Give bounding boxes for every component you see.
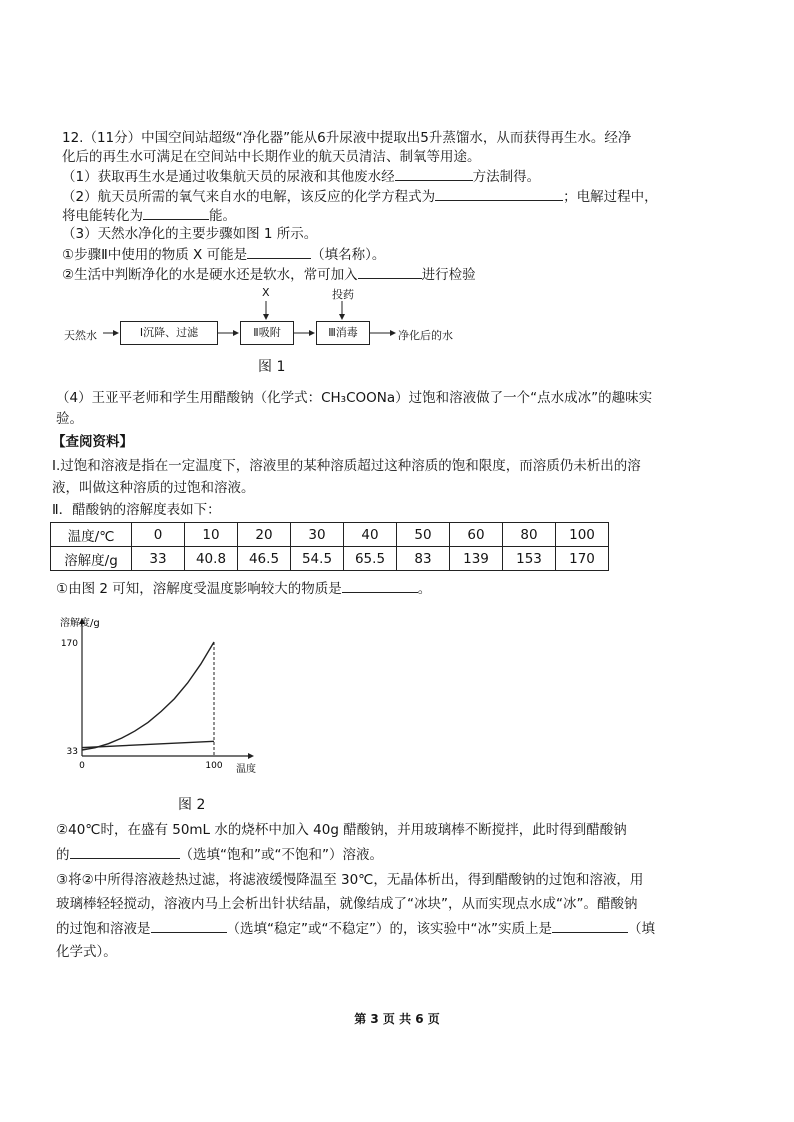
- q4-3-tail: （填: [627, 921, 655, 937]
- q12-part3-1-tail: （填名称）。: [311, 247, 386, 263]
- table-row-solubility: [51, 547, 609, 571]
- table-cell: 33: [132, 547, 185, 571]
- answer-blank-saturated[interactable]: [70, 844, 180, 859]
- table-header-temperature: 温度/℃: [51, 523, 132, 547]
- table-cell: 139: [450, 547, 503, 571]
- x-axis-arrow: [248, 753, 254, 759]
- reference-title: 【查阅资料】: [52, 434, 133, 450]
- table-cell: 0: [132, 523, 185, 547]
- reference-1b: 液，叫做这种溶质的过饱和溶液。: [52, 480, 255, 496]
- q12-part3-2-tail: 进行检验: [421, 267, 476, 283]
- q12-part2-tail: ；电解过程中，: [563, 189, 658, 205]
- p4-line1: （4）王亚平老师和学生用醋酸钠（化学式：CH₃COONa）过饱和溶液做了一个“点水成冰”的趣味实: [56, 390, 653, 406]
- q12-part3-2-text: ②生活中判断净化的水是硬水还是软水，常可加入: [62, 267, 358, 283]
- table-cell: 80: [503, 523, 556, 547]
- q12-part2-text: （2）航天员所需的氧气来自水的电解，该反应的化学方程式为: [62, 189, 436, 205]
- table-cell: 20: [238, 523, 291, 547]
- table-row-temperature: [51, 523, 609, 547]
- series-line-1: [82, 741, 214, 747]
- table-cell: 65.5: [344, 547, 397, 571]
- x-tick-label: 100: [205, 761, 223, 771]
- table-cell: 40: [344, 523, 397, 547]
- reference-2: Ⅱ．醋酸钠的溶解度表如下：: [52, 502, 221, 518]
- q4-2-line2: [56, 844, 383, 865]
- flow-step-3: Ⅲ消毒: [316, 321, 370, 345]
- y-tick-label: 33: [66, 747, 78, 757]
- table-cell: 60: [450, 523, 503, 547]
- flow-end-label: 净化后的水: [398, 329, 453, 342]
- table-cell: 170: [556, 547, 609, 571]
- table-cell: 100: [556, 523, 609, 547]
- q4-1: [56, 578, 431, 599]
- q4-2-line1: ②40℃时，在盛有 50mL 水的烧杯中加入 40g 醋酸钠，并用玻璃棒不断搅拌，此时得到醋酸钠: [56, 822, 627, 838]
- q4-3-mid: （选填“稳定”或“不稳定”）的，该实验中“冰”实质上是: [226, 921, 552, 937]
- table-cell: 40.8: [185, 547, 238, 571]
- x-tick-label: 0: [79, 761, 85, 771]
- flow-arrows: [0, 0, 794, 400]
- q12-part1-text: （1）获取再生水是通过收集航天员的尿液和其他废水经: [62, 169, 395, 185]
- solubility-table: [50, 522, 609, 571]
- q12-part3: （3）天然水净化的主要步骤如图 1 所示。: [62, 226, 318, 242]
- reference-1a: Ⅰ.过饱和溶液是指在一定温度下，溶液里的某种溶质超过这种溶质的饱和限度，而溶质仍未析出的溶: [52, 458, 641, 474]
- figure-1-caption: 图 1: [258, 359, 286, 375]
- y-axis-label: 溶解度/g: [60, 618, 100, 629]
- flow-start-label: 天然水: [64, 329, 97, 342]
- q4-3-line3: [56, 918, 655, 939]
- table-header-solubility: 溶解度/g: [51, 547, 132, 571]
- q4-1-tail: 。: [417, 581, 432, 597]
- table-cell: 10: [185, 523, 238, 547]
- q4-3-line2: 玻璃棒轻轻搅动，溶液内马上会析出针状结晶，就像结成了“冰块”，从而实现点水成“冰”。醋酸钠: [56, 896, 638, 912]
- figure-2-caption: 图 2: [178, 797, 206, 813]
- table-cell: 50: [397, 523, 450, 547]
- q4-3-line1: ③将②中所得溶液趁热过滤，将滤液缓慢降温至 30℃，无晶体析出，得到醋酸钠的过饱和溶液，用: [56, 872, 644, 888]
- y-tick-label: 170: [60, 639, 78, 649]
- answer-blank-stability[interactable]: [151, 918, 227, 933]
- q12-part2-text2: 将电能转化为: [62, 208, 143, 224]
- q4-2-tail: （选填“饱和”或“不饱和”）溶液。: [179, 847, 383, 863]
- flow-step-1: Ⅰ沉降、过滤: [120, 321, 218, 345]
- x-axis-label: 温度: [236, 764, 256, 775]
- page-footer: 第 3 页 共 6 页: [354, 1012, 440, 1026]
- table-cell: 46.5: [238, 547, 291, 571]
- q12-intro-line1: 12.（11分）中国空间站超级“净化器”能从6升尿液中提取出5升蒸馏水，从而获得再生水。经净: [62, 130, 632, 146]
- q4-2-text: 的: [56, 847, 70, 863]
- answer-blank-substance[interactable]: [342, 578, 418, 593]
- q4-3-line4: 化学式）。: [56, 944, 117, 960]
- series-line-0: [82, 642, 214, 750]
- solubility-chart: [50, 600, 290, 790]
- q4-1-text: ①由图 2 可知，溶解度受温度影响较大的物质是: [56, 581, 342, 597]
- flow-step-2: Ⅱ吸附: [240, 321, 294, 345]
- p4-line2: 验。: [56, 411, 83, 427]
- table-cell: 83: [397, 547, 450, 571]
- q12-part2-tail2: 能。: [209, 208, 236, 224]
- flow-x-label: X: [262, 286, 270, 299]
- q4-3-text: 的过饱和溶液是: [56, 921, 151, 937]
- q12-intro-line2: 化后的再生水可满足在空间站中长期作业的航天员清洁、制氧等用途。: [62, 149, 481, 165]
- table-cell: 54.5: [291, 547, 344, 571]
- flow-drug-label: 投药: [332, 288, 354, 301]
- table-cell: 30: [291, 523, 344, 547]
- answer-blank-formula[interactable]: [552, 918, 628, 933]
- q12-part3-1-text: ①步骤Ⅱ中使用的物质 X 可能是: [62, 247, 248, 263]
- table-cell: 153: [503, 547, 556, 571]
- q12-part1-tail: 方法制得。: [472, 169, 541, 185]
